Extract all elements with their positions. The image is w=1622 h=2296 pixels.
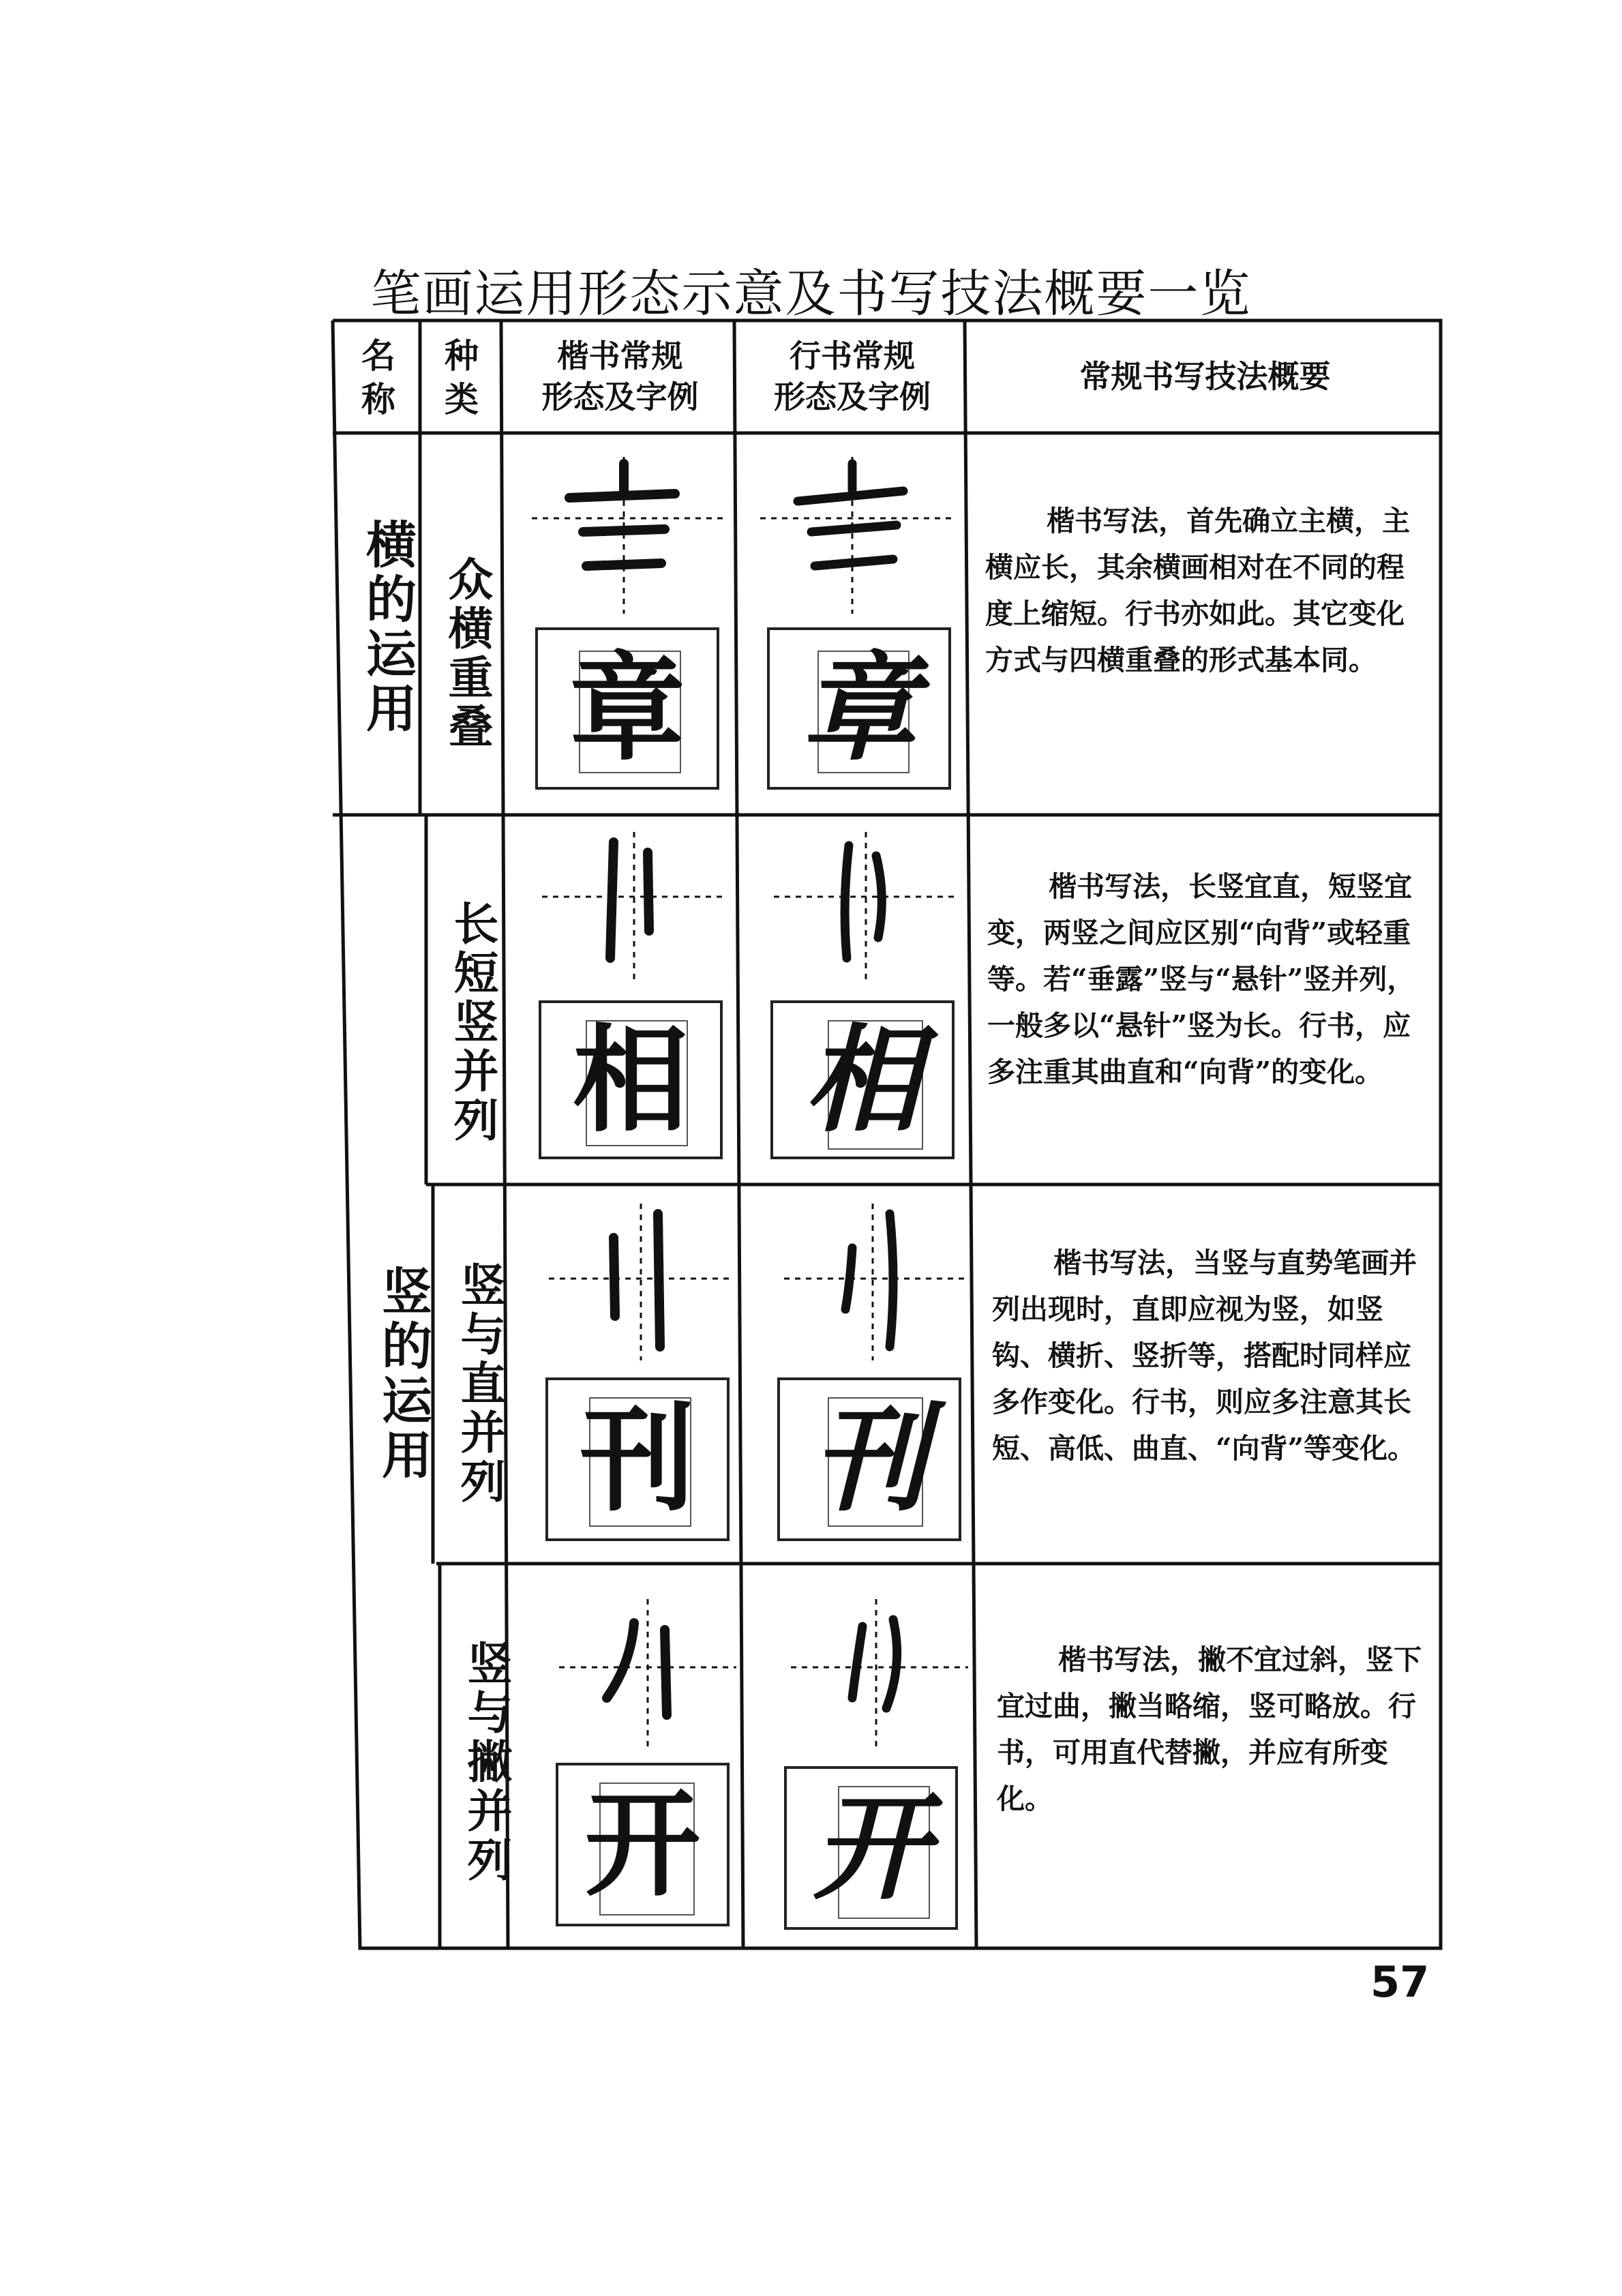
header-technique: 常规书写技法概要 bbox=[1079, 358, 1331, 395]
header-kind bbox=[424, 334, 499, 421]
header-xingshu bbox=[740, 336, 965, 417]
header-xingshu-line1: 行书常规 bbox=[790, 338, 915, 374]
header-kaishu-line2: 形态及字例 bbox=[541, 378, 699, 415]
xingshu-example-box-row-1 bbox=[767, 627, 951, 790]
kaishu-stroke-diagram-row-3 bbox=[539, 1200, 743, 1364]
xingshu-stroke-diagram-row-3 bbox=[774, 1200, 978, 1364]
description-row-4: 楷书写法，撇不宜过斜，竖下宜过曲，撇当略缩，竖可略放。行书，可用直代替撇，并应有所变化。 bbox=[997, 1643, 1422, 1815]
header-kind-text: 种类 bbox=[445, 336, 479, 419]
kaishu-example-char-row-1: 章 bbox=[569, 640, 685, 777]
header-xingshu-line2: 形态及字例 bbox=[774, 378, 931, 415]
description-row-2: 楷书写法，长竖宜直，短竖宜变，两竖之间应区别“向背”或轻重等。若“垂露”竖与“悬针”竖并列，一般多以“悬针”竖为长。行书，应多注重其曲直和“向背”的变化。 bbox=[987, 870, 1415, 1088]
page-number: 57 bbox=[1370, 1957, 1430, 2007]
xingshu-stroke-diagram-row-4 bbox=[777, 1596, 982, 1753]
kaishu-example-box-row-2 bbox=[539, 1000, 723, 1159]
page-title: 笔画运用形态示意及书写技法概要一览 bbox=[370, 265, 1252, 323]
xingshu-stroke-diagram-row-2 bbox=[764, 829, 968, 985]
kaishu-stroke-diagram-row-1 bbox=[518, 450, 730, 621]
group-name-vertical: 竖的运用 bbox=[374, 1265, 432, 1483]
kaishu-example-box-row-3 bbox=[545, 1377, 730, 1541]
kaishu-stroke-diagram-row-4 bbox=[545, 1596, 750, 1753]
header-kaishu bbox=[506, 336, 734, 417]
kaishu-example-box-row-1 bbox=[535, 627, 719, 790]
description-row-1: 楷书写法，首先确立主横，主横应长，其余横画相对在不同的程度上缩短。行书亦如此。其它变化方式与四横重叠的形式基本同。 bbox=[985, 505, 1411, 676]
header-name-text: 名称 bbox=[361, 336, 395, 419]
kind-row-3: 竖与直并列 bbox=[453, 1262, 505, 1507]
kind-row-1: 众横重叠 bbox=[440, 556, 493, 752]
xingshu-example-char-row-3: 刊 bbox=[811, 1391, 927, 1527]
description-row-3: 楷书写法，当竖与直势笔画并列出现时，直即应视为竖，如竖钩、横折、竖折等，搭配时同样应多作变化。行书，则应多注意其长短、高低、曲直、“向背”等变化。 bbox=[992, 1247, 1417, 1465]
xingshu-example-char-row-1: 章 bbox=[800, 640, 917, 777]
xingshu-example-box-row-2 bbox=[770, 1000, 955, 1159]
kaishu-example-char-row-2: 相 bbox=[572, 1011, 689, 1148]
xingshu-stroke-diagram-row-1 bbox=[750, 450, 961, 621]
xingshu-example-box-row-4 bbox=[784, 1766, 958, 1930]
kind-row-2: 长短竖并列 bbox=[446, 900, 498, 1146]
header-kaishu-line1: 楷书常规 bbox=[557, 338, 683, 374]
kaishu-example-box-row-4 bbox=[556, 1763, 730, 1926]
xingshu-example-char-row-2: 相 bbox=[804, 1011, 920, 1148]
kaishu-example-char-row-4: 开 bbox=[584, 1776, 701, 1913]
kind-row-4: 竖与撇并列 bbox=[460, 1640, 512, 1885]
header-name bbox=[341, 334, 416, 421]
xingshu-example-box-row-3 bbox=[777, 1377, 961, 1541]
group-name-horizontal: 横的运用 bbox=[358, 518, 417, 736]
kaishu-stroke-diagram-row-2 bbox=[532, 829, 736, 985]
xingshu-example-char-row-4: 开 bbox=[813, 1780, 929, 1916]
kaishu-example-char-row-3: 刊 bbox=[579, 1391, 695, 1527]
